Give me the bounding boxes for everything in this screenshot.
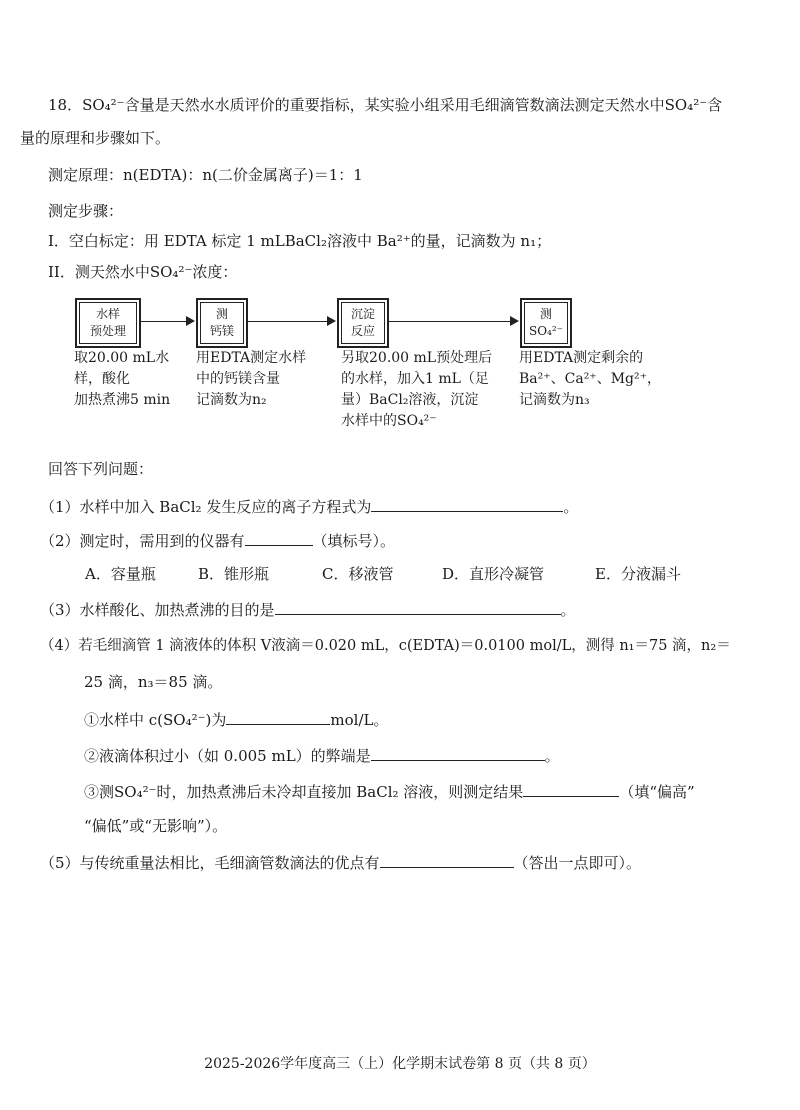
flow-arrow [387, 321, 517, 322]
answer-blank-1[interactable] [371, 495, 563, 512]
answer-blank-4-3[interactable] [523, 780, 619, 797]
answer-blank-2[interactable] [245, 529, 313, 546]
question-1-text: （1）水样中加入 BaCl₂ 发生反应的离子方程式为 [40, 498, 372, 516]
flow-desc-line: 加热煮沸5 min [74, 392, 171, 408]
flow-arrow [246, 321, 334, 322]
answer-blank-5[interactable] [380, 851, 514, 868]
question-1-end: 。 [563, 498, 579, 516]
flow-box-sulfate [520, 298, 572, 348]
option-e: E．分液漏斗 [595, 565, 681, 583]
question-3-text: （3）水样酸化、加热煮沸的目的是 [40, 601, 275, 619]
flow-desc-line: 中的钙镁含量 [196, 371, 280, 387]
answer-blank-4-2[interactable] [371, 744, 545, 761]
question-2-end: （填标号）。 [312, 532, 396, 550]
flow-desc-line: 另取20.00 mL预处理后 [341, 350, 493, 366]
flow-box-text: 测 [539, 307, 552, 321]
answers-heading: 回答下列问题： [48, 460, 154, 478]
principle: 测定原理：n(EDTA)：n(二价金属离子)＝1：1 [48, 166, 363, 184]
answer-blank-4-1[interactable] [226, 708, 330, 725]
question-1 [40, 495, 578, 518]
option-c: C．移液管 [322, 565, 394, 583]
question-4-3-line-2: “偏低”或“无影响”）。 [84, 817, 228, 835]
steps-heading: 测定步骤： [48, 202, 124, 220]
flow-box-text: 预处理 [89, 324, 126, 338]
option-d: D．直形冷凝管 [442, 565, 545, 583]
question-4-line-1: （4）若毛细滴管 1 滴液体的体积 V液滴＝0.020 mL，c(EDTA)＝0.0100 mol/L，测得 n₁＝75 滴，n₂＝ [40, 638, 731, 654]
option-a: A．容量瓶 [85, 565, 156, 583]
intro-line-1: 18．SO₄²⁻含量是天然水水质评价的重要指标，某实验小组采用毛细滴管数滴法测定天然水中SO₄²⁻含 [48, 96, 723, 114]
flow-box-text: 测 [215, 307, 228, 321]
answer-blank-3[interactable] [275, 598, 561, 615]
flow-desc-sulfate [519, 348, 661, 411]
flow-box-text: 水样 [95, 307, 120, 321]
question-2 [40, 529, 395, 552]
question-4-1-end: mol/L。 [330, 711, 389, 729]
flow-desc-line: Ba²⁺、Ca²⁺、Mg²⁺， [519, 371, 661, 387]
question-3-end: 。 [560, 601, 576, 619]
flow-desc-precipitate [341, 348, 492, 432]
flow-desc-line: 水样中的SO₄²⁻ [341, 413, 437, 429]
flow-desc-line: 的水样，加入1 mL（足 [341, 371, 489, 387]
question-5-text: （5）与传统重量法相比，毛细滴管数滴法的优点有 [40, 854, 380, 872]
flow-box-text: 钙镁 [209, 324, 234, 338]
question-4-line-2: 25 滴，n₃＝85 滴。 [84, 673, 223, 691]
step-2: II．测天然水中SO₄²⁻浓度： [48, 263, 238, 281]
question-4-2 [84, 744, 560, 767]
flow-desc-line: 用EDTA测定水样 [196, 350, 307, 366]
flow-arrow [139, 321, 193, 322]
flow-desc-ca-mg [196, 348, 306, 411]
question-5-end: （答出一点即可）。 [513, 854, 642, 872]
page-footer: 2025-2026学年度高三（上）化学期末试卷第 8 页（共 8 页） [204, 1056, 596, 1072]
question-3 [40, 598, 576, 621]
flow-desc-line: 记滴数为n₃ [519, 392, 590, 408]
flow-box-text: 沉淀 [350, 307, 375, 321]
question-5 [40, 851, 641, 874]
flow-desc-line: 用EDTA测定剩余的 [519, 350, 644, 366]
question-4-1-text: ①水样中 c(SO₄²⁻)为 [84, 711, 227, 729]
question-4-3-text: ③测SO₄²⁻时，加热煮沸后未冷却直接加 BaCl₂ 溶液，则测定结果 [84, 783, 524, 801]
flow-desc-line: 记滴数为n₂ [196, 392, 267, 408]
question-4-3-end: （填“偏高” [619, 783, 695, 801]
flow-box-pretreat [75, 298, 141, 348]
question-4-1 [84, 708, 388, 731]
question-4-2-end: 。 [544, 747, 560, 765]
flow-desc-line: 取20.00 mL水 [74, 350, 170, 366]
option-b: B．锥形瓶 [198, 565, 270, 583]
step-1: I．空白标定：用 EDTA 标定 1 mLBaCl₂溶液中 Ba²⁺的量，记滴数为 n₁； [48, 232, 552, 250]
flow-desc-line: 样，酸化 [74, 371, 130, 387]
flow-box-text: 反应 [350, 324, 375, 338]
intro-line-2: 量的原理和步骤如下。 [20, 129, 171, 147]
question-2-text: （2）测定时，需用到的仪器有 [40, 532, 245, 550]
flow-box-precipitate [337, 298, 389, 348]
flow-desc-line: 量）BaCl₂溶液，沉淀 [341, 392, 479, 408]
flow-desc-pretreat [74, 348, 170, 411]
question-4-2-text: ②液滴体积过小（如 0.005 mL）的弊端是 [84, 747, 371, 765]
flow-box-ca-mg [196, 298, 248, 348]
question-4-3 [84, 780, 695, 803]
flow-box-text: SO₄²⁻ [528, 324, 563, 338]
